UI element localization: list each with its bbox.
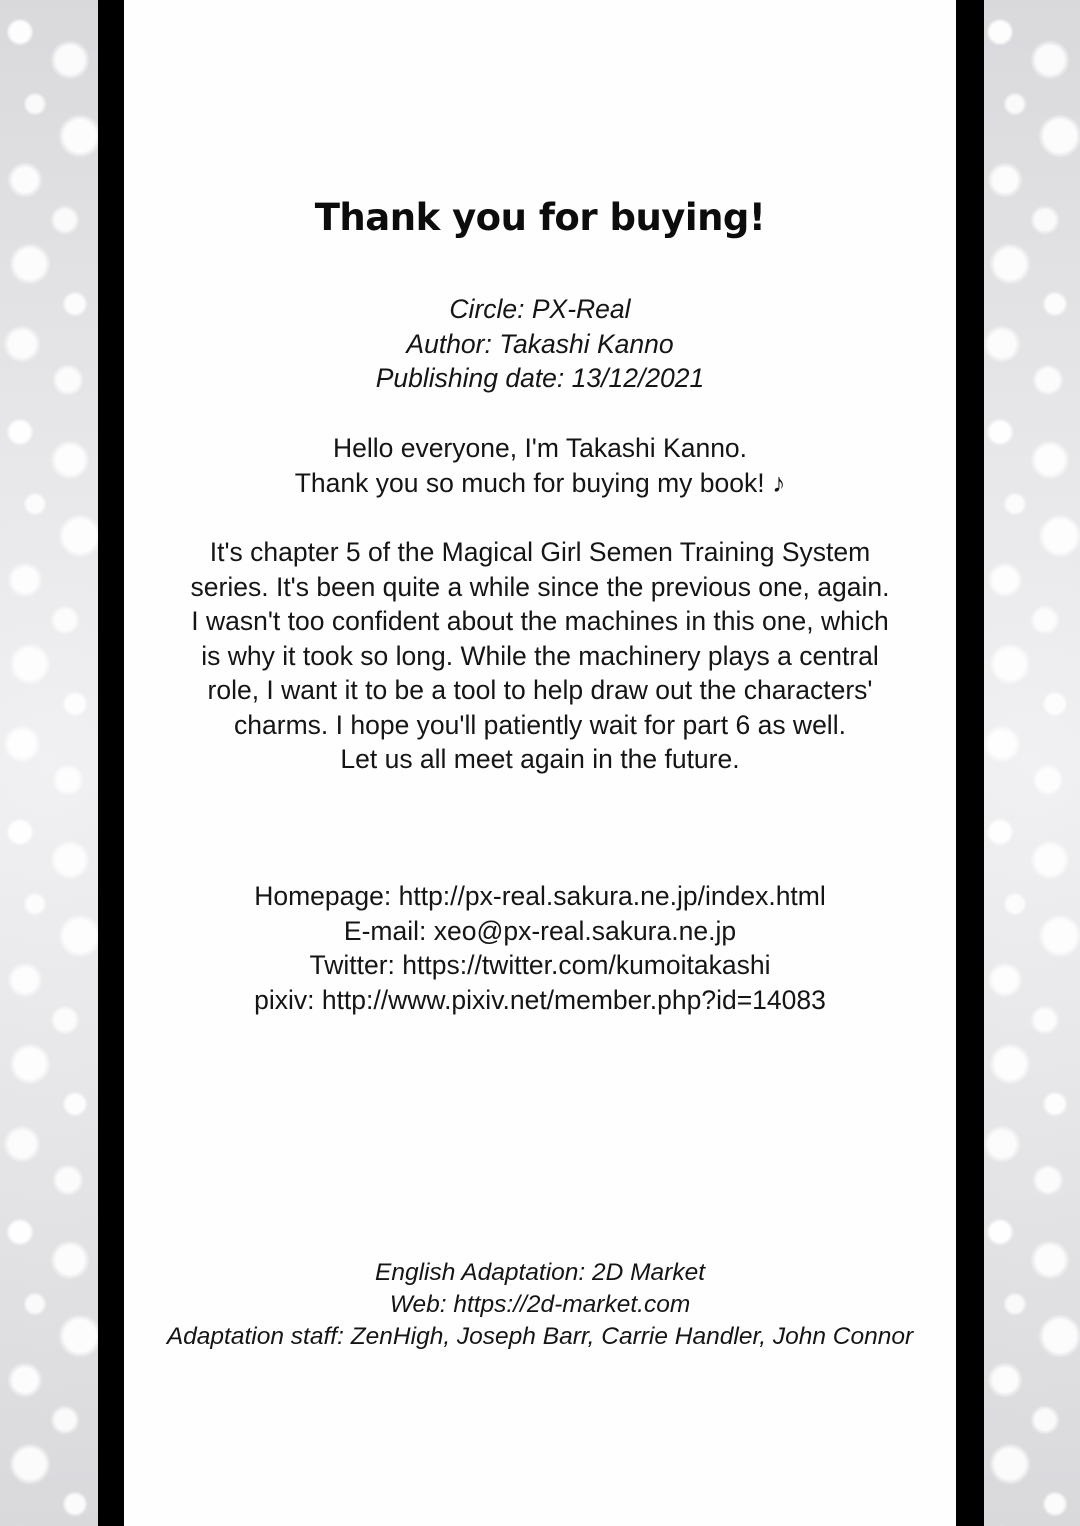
pixiv-link[interactable]: pixiv: http://www.pixiv.net/member.php?id=14083 — [254, 984, 826, 1015]
staff-line: Adaptation staff: ZenHigh, Joseph Barr, Carrie Handler, John Connor — [166, 1323, 914, 1350]
greeting — [124, 431, 956, 500]
message-line: series. It's been quite a while since the previous one, again. — [190, 571, 890, 602]
author-message — [124, 535, 956, 777]
homepage-link[interactable]: Homepage: http://px-real.sakura.ne.jp/index.html — [254, 881, 826, 911]
contact-links — [124, 879, 956, 1017]
adaptation-line: English Adaptation: 2D Market — [374, 1259, 706, 1286]
email-link[interactable]: E-mail: xeo@px-real.sakura.ne.jp — [343, 915, 737, 946]
circle-line: Circle: PX-Real — [449, 294, 631, 324]
message-line: Let us all meet again in the future. — [340, 744, 740, 774]
message-line: charms. I hope you'll patiently wait for part 6 as well. — [234, 709, 846, 740]
book-info — [124, 292, 956, 396]
message-line: role, I want it to be a tool to help draw out the characters' — [207, 675, 873, 705]
twitter-link[interactable]: Twitter: https://twitter.com/kumoitakashi — [309, 950, 771, 980]
web-link[interactable]: Web: https://2d-market.com — [389, 1291, 691, 1318]
greeting-line-2: Thank you so much for buying my book! ♪ — [294, 467, 786, 498]
message-line: is why it took so long. While the machinery plays a central — [201, 640, 879, 671]
page-title: Thank you for buying! — [314, 196, 766, 239]
sparkle-background-right — [980, 0, 1080, 1526]
author-line: Author: Takashi Kanno — [406, 328, 674, 359]
sparkle-background-left — [0, 0, 100, 1526]
afterword-page — [124, 0, 956, 1526]
publishing-date-line: Publishing date: 13/12/2021 — [375, 363, 705, 393]
adaptation-credits — [124, 1257, 956, 1353]
greeting-line-1: Hello everyone, I'm Takashi Kanno. — [332, 433, 748, 463]
message-line: I wasn't too confident about the machines in this one, which — [191, 606, 889, 636]
message-line: It's chapter 5 of the Magical Girl Semen Training System — [209, 537, 871, 567]
